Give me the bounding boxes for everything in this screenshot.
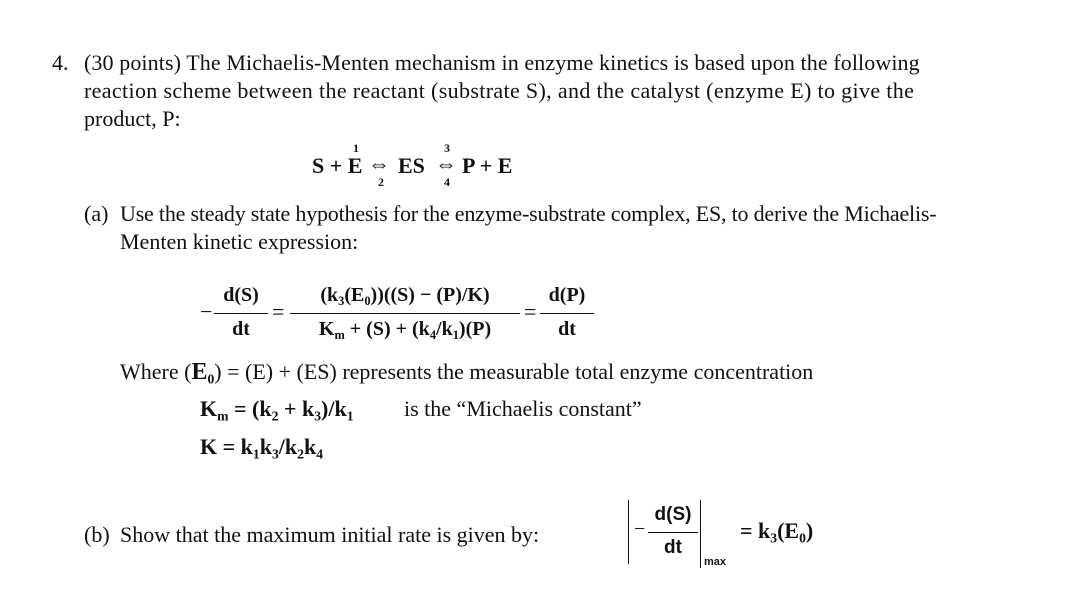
part-b-text: Show that the maximum initial rate is given by:	[120, 522, 540, 547]
reaction-step-2: 2	[378, 175, 384, 189]
problem-line-3: product, P:	[84, 106, 181, 131]
rhs-denominator: dt	[558, 318, 576, 340]
mid-denominator: $K_m + (S) + (k_4/k_1)(P)$	[318, 318, 492, 342]
problem-line-2: reaction scheme between the reactant (substrate S), and the catalyst (enzyme E) to give the	[84, 78, 915, 103]
lhs-numerator: d(S)	[223, 284, 259, 306]
problem-line-1: (30 points) The Michaelis-Menten mechanism in enzyme kinetics is based upon the following	[84, 50, 920, 75]
rate-numerator: d(S)	[654, 504, 692, 525]
reaction-step-3: 3	[444, 141, 450, 155]
abs-bar-right	[700, 500, 701, 568]
km-description: is the “Michaelis constant”	[404, 396, 642, 421]
fraction-bar	[290, 313, 520, 314]
part-a-line-1: Use the steady state hypothesis for the enzyme-substrate complex, ES, to derive the Michaelis-	[120, 201, 937, 226]
reversible-arrow-icon: ⇔	[435, 151, 457, 176]
part-a-line-2: Menten kinetic expression:	[120, 229, 359, 254]
equals-sign: =	[524, 299, 537, 324]
reaction-step-1: 1	[353, 141, 359, 155]
fraction-bar	[214, 313, 268, 314]
reaction-reactants: S + E	[312, 153, 363, 178]
reaction-step-4: 4	[444, 175, 450, 189]
minus-sign: −	[200, 299, 213, 324]
mid-numerator: $(k_3(E_0))((S) - (P)/K)$	[320, 284, 490, 308]
problem-number: 4.	[52, 50, 69, 75]
equals-sign: =	[272, 299, 285, 324]
part-a-label: (a)	[84, 201, 109, 226]
reversible-arrow-icon: ⇔	[368, 151, 390, 176]
abs-bar-left	[628, 500, 629, 564]
km-definition: $K_m = (k_2 + k_3)/k_1$	[200, 396, 354, 424]
k-definition: $K = k_1k_3/k_2k_4$	[200, 434, 323, 462]
fraction-bar	[540, 313, 594, 314]
rhs-numerator: d(P)	[548, 284, 586, 306]
lhs-denominator: dt	[232, 318, 250, 340]
max-rate-rhs: = $k_3(E_0)$	[740, 518, 814, 546]
max-subscript: max	[704, 556, 727, 568]
rhs-fraction	[540, 284, 594, 346]
rate-fraction	[648, 504, 698, 564]
mid-fraction	[290, 284, 520, 346]
fraction-bar	[648, 532, 698, 533]
lhs-fraction	[214, 284, 268, 346]
part-b-label: (b)	[84, 522, 110, 547]
reaction-complex: ES	[398, 153, 425, 178]
minus-sign: −	[634, 518, 646, 540]
rate-denominator: dt	[664, 537, 682, 558]
reaction-products: P + E	[462, 153, 513, 178]
where-line: Where $(E_0) = (E) + (ES)$ represents the measurable total enzyme concentration	[120, 359, 814, 387]
